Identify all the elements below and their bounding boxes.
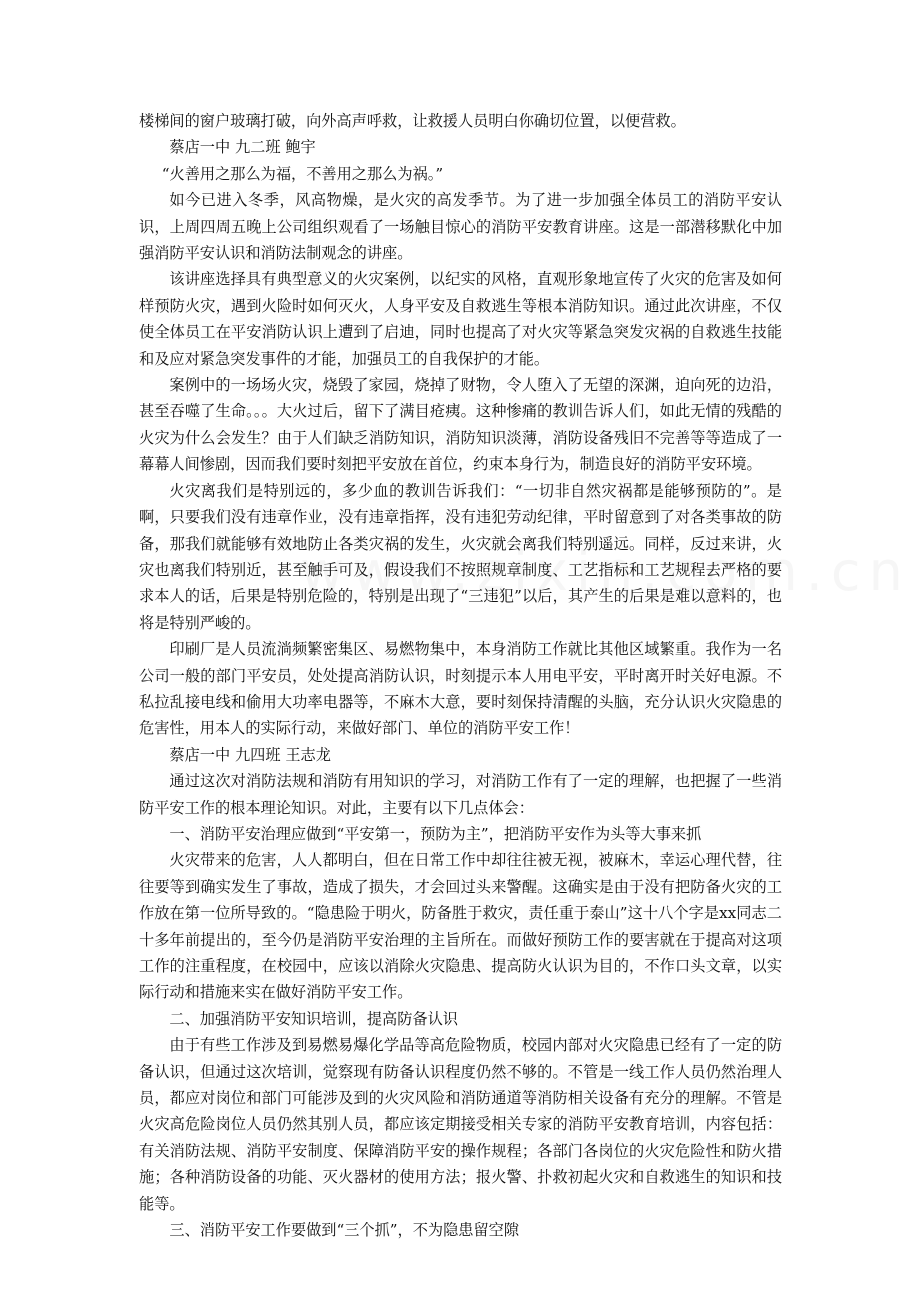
section-heading-2: 二、加强消防平安知识培训，提高防备认识	[169, 1009, 458, 1028]
body-paragraph: 通过这次对消防法规和消防有用知识的学习，对消防工作有了一定的理解，也把握了一些消防平安工作的根本理论知识。对此，主要有以下几点体会：	[139, 772, 782, 817]
section-heading-3: 三、消防平安工作要做到“三个抓”，不为隐患留空隙	[169, 1221, 520, 1240]
body-paragraph: 火灾离我们是特别远的，多少血的教训告诉我们：“一切非自然灾祸都是能够预防的”。是啊，只要我们没有违章作业，没有违章指挥，没有违犯劳动纪律，平时留意到了对各类事故的防备，那我们就能够有效地防止各类灾祸的发生，火灾就会离我们特别遥远。同样，反过来讲，火灾也离我们特别近，甚至触手可及，假设我们不按照规章制度、工艺指标和工艺规程去严格的要求本人的话，后果是特别危险的，特别是出现了“三违犯”以后，其产生的后果是难以意料的，也将是特别严峻的。	[139, 481, 782, 632]
body-paragraph: 案例中的一场场火灾，烧毁了家园，烧掉了财物，令人堕入了无望的深渊，迫向死的边沿，甚至吞噬了生命。。。大火过后，留下了满目疮痍。这种惨痛的教训告诉人们，如此无情的残酷的火灾为什么会发生？由于人们缺乏消防知识，消防知识淡薄，消防设备残旧不完善等等造成了一幕幕人间惨剧，因而我们要时刻把平安放在首位，约束本身行为，制造良好的消防平安环境。	[139, 376, 782, 474]
byline-author-2: 蔡店一中 九四班 王志龙	[169, 745, 331, 764]
quote-line: “火善用之那么为福，不善用之那么为祸。”	[161, 164, 444, 183]
body-paragraph: 如今已进入冬季，风高物燥，是火灾的高发季节。为了进一步加强全体员工的消防平安认识，上周四周五晚上公司组织观看了一场触目惊心的消防平安教育讲座。这是一部潜移默化中加强消防平安认识和消防法制观念的讲座。	[139, 191, 782, 263]
body-paragraph: 火灾带来的危害，人人都明白，但在日常工作中却往往被无视，被麻木，幸运心理代替，往往要等到确实发生了事故，造成了损失，才会回过头来警醒。这确实是由于没有把防备火灾的工作放在第一位所导致的。“隐患险于明火，防备胜于救灾，责任重于泰山”这十八个字是xx同志二十多年前提出的，至今仍是消防平安治理的主旨所在。而做好预防工作的要害就在于提高对这项工作的注重程度，在校园中，应该以消除火灾隐患、提高防火认识为目的，不作口头文章，以实际行动和措施来实在做好消防平安工作。	[139, 851, 782, 1002]
section-heading-1: 一、消防平安治理应做到“平安第一，预防为主”，把消防平安作为头等大事来抓	[169, 824, 702, 843]
document-body	[139, 108, 782, 1243]
body-paragraph: 由于有些工作涉及到易燃易爆化学品等高危险物质，校园内部对火灾隐患已经有了一定的防备认识，但通过这次培训，觉察现有防备认识程度仍然不够的。不管是一线工作人员仍然治理人员，都应对岗位和部门可能涉及到的火灾风险和消防通道等消防相关设备有充分的理解。不管是火灾高危险岗位人员仍然其别人员，都应该定期接受相关专家的消防平安教育培训，内容包括：有关消防法规、消防平安制度、保障消防平安的操作规程；各部门各岗位的火灾危险性和防火措施；各种消防设备的功能、灭火器材的使用方法；报火警、扑救初起火灾和自救逃生的知识和技能等。	[139, 1036, 782, 1213]
body-paragraph: 该讲座选择具有典型意义的火灾案例，以纪实的风格，直观形象地宣传了火灾的危害及如何样预防火灾，遇到火险时如何灭火，人身平安及自救逃生等根本消防知识。通过此次讲座，不仅使全体员工在平安消防认识上遭到了启迪，同时也提高了对火灾等紧急突发灾祸的自救逃生技能和及应对紧急突发事件的才能，加强员工的自我保护的才能。	[139, 270, 782, 368]
body-paragraph: 印刷厂是人员流淌频繁密集区、易燃物集中，本身消防工作就比其他区域繁重。我作为一名公司一般的部门平安员，处处提高消防认识，时刻提示本人用电平安，平时离开时关好电源。不私拉乱接电线和偷用大功率电器等，不麻木大意，要时刻保持清醒的头脑，充分认识火灾隐患的危害性，用本人的实际行动，来做好部门、单位的消防平安工作！	[139, 640, 782, 738]
paragraph-continuation: 楼梯间的窗户玻璃打破，向外高声呼救，让救援人员明白你确切位置，以便营救。	[139, 112, 686, 130]
byline-author-1: 蔡店一中 九二班 鲍宇	[169, 138, 316, 157]
